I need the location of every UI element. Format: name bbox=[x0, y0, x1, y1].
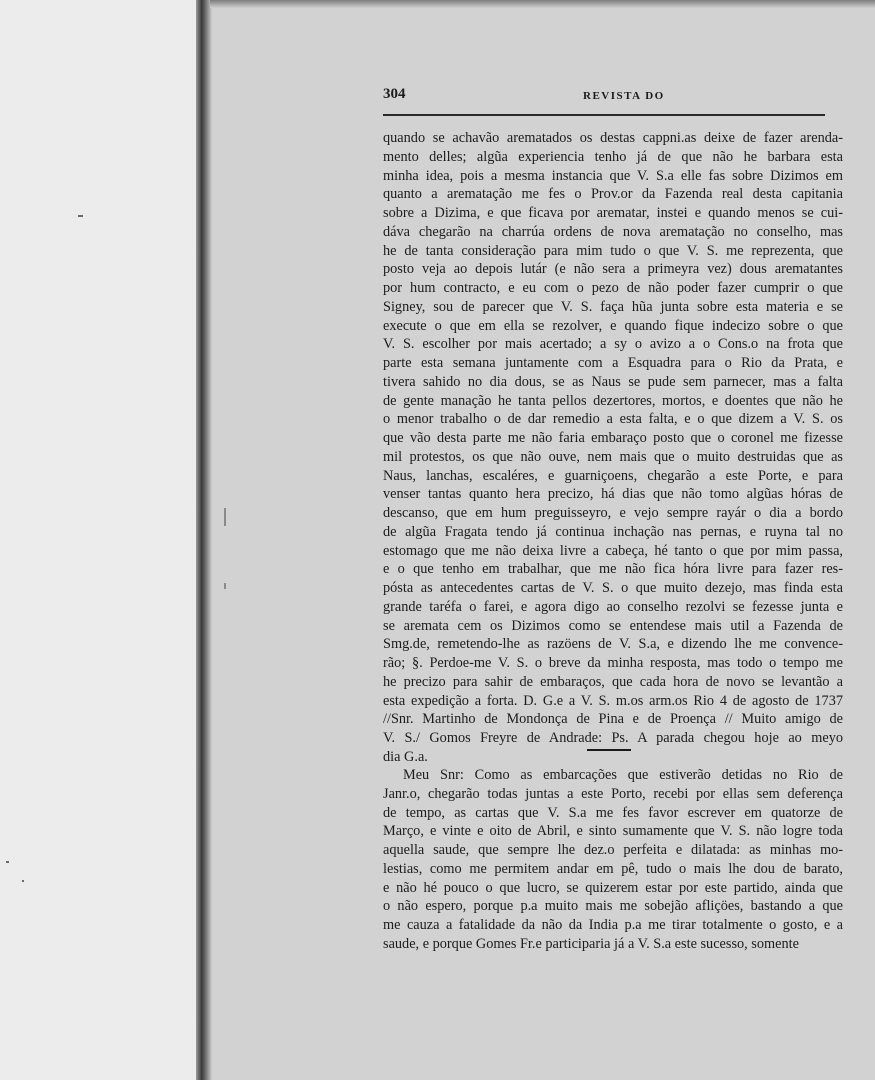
text-line: Meu Snr: Como as embarcações que estiverão detidas no Rio de bbox=[403, 767, 843, 783]
page-number: 304 bbox=[383, 86, 406, 102]
text-line: dia G.a. bbox=[383, 748, 428, 765]
running-head bbox=[383, 86, 825, 110]
running-title: REVISTA DO bbox=[583, 90, 665, 102]
text-line: que vão desta parte me não faria embaraço posto que o coronel me fizesse bbox=[383, 430, 843, 446]
text-line: o não espero, porque p.a muito mais me sobejão afliçöes, bastando a que bbox=[383, 898, 843, 915]
text-line: me cauza a fatalidade da não da India p.a me tirar totalmente o gosto, e a bbox=[383, 917, 843, 933]
text-line: mento delles; algũa experiencia tenho já de que não he barbara esta bbox=[383, 148, 843, 165]
text-line: posto veja ao depois lutár (e não sera a primeyra vez) dous arematantes bbox=[383, 261, 843, 278]
letter-body bbox=[383, 766, 843, 954]
page-top-edge bbox=[210, 0, 875, 8]
text-line: venser tantas quanto hera precizo, há dias que não tomo algũas hóras de bbox=[383, 486, 843, 503]
text-line: descanso, que em hum preguisseyro, e vejo sempre rayár o dia a bordo bbox=[383, 505, 843, 521]
text-line: de algũa Fragata tendo já continua inchação nas pernas, e ruyna tal no bbox=[383, 523, 843, 540]
text-line: quando se achavão arematados os destas cappni.as deixe de fazer arenda- bbox=[383, 130, 843, 146]
text-line: V. S. escolher por mais acertado; a sy o avizo a o Cons.o na frota que bbox=[383, 336, 843, 353]
text-line: sobre a Dizima, e que ficava por arematar, instei e quando menos se cui- bbox=[383, 205, 843, 221]
text-line: Signey, sou de parecer que V. S. faça hũa junta sobre esta materia e se bbox=[383, 298, 843, 315]
scan-speck bbox=[224, 508, 226, 526]
scan-speck bbox=[6, 861, 9, 863]
text-line: execute o que em ella se rezolver, e quando fique indecizo sobre o que bbox=[383, 317, 843, 334]
text-line: he de tanta consideração para mim tudo o que V. S. me reprezenta, que bbox=[383, 242, 843, 259]
text-line: e o que tenho em trabalhar, que me não fica hóra livre para fazer res- bbox=[383, 561, 843, 578]
section-separator bbox=[587, 749, 631, 751]
text-line: de gente manação he tanta pellos dezertores, mortos, e doentes que não he bbox=[383, 392, 843, 409]
previous-page-edge bbox=[0, 0, 198, 1080]
text-line: lestias, como me permitem andar em pê, tudo o mais lhe dou de barato, bbox=[383, 860, 843, 877]
book-gutter bbox=[196, 0, 212, 1080]
text-line: rão; §. Perdoe-me V. S. o breve da minha resposta, mas todo o tempo me bbox=[383, 655, 843, 671]
letter-body bbox=[383, 129, 843, 767]
text-line: de tempo, as cartas que V. S.a me fes favor escrever em quatorze de bbox=[383, 804, 843, 821]
text-line: aquella saude, que sempre lhe dez.o perfeita e dilatada: as minhas mo- bbox=[383, 842, 843, 858]
text-line: Março, e vinte e oito de Abril, e sinto sumamente que V. S. não logre toda bbox=[383, 823, 843, 840]
text-line: //Snr. Martinho de Mondonça de Pina e de Proença // Muito amigo de bbox=[383, 711, 843, 728]
scan-speck bbox=[78, 215, 83, 217]
text-line: Janr.o, chegarão todas juntas a este Porto, recebi por ellas sem deferença bbox=[383, 785, 843, 802]
text-line: grande taréfa o farei, e agora digo ao conselho rezolvi se fezesse junta e bbox=[383, 598, 843, 615]
text-line: he precizo para sahir de embaraços, que cada hora de novo se levantão a bbox=[383, 673, 843, 690]
header-rule bbox=[383, 114, 825, 116]
text-line: minha idea, pois a mesma instancia que V. S.a elle fas sobre Dizimos em bbox=[383, 167, 843, 184]
text-line: e não hé pouco o que lucro, se quizerem estar por este partido, ainda que bbox=[383, 879, 843, 896]
text-line: o menor trabalho o de dar remedio a esta falta, e o que dizem a V. S. os bbox=[383, 411, 843, 428]
text-line: se aremata cem os Dizimos como se entendese mais util a Fazenda de bbox=[383, 617, 843, 634]
text-line: Smg.de, remetendo-lhe as razöens de V. S.a, e dizendo lhe me convence- bbox=[383, 636, 843, 653]
text-line: pósta as antecedentes cartas de V. S. o que muito dezejo, mas finda esta bbox=[383, 580, 843, 596]
text-line: saude, e porque Gomes Fr.e participaria já a V. S.a este sucesso, somente bbox=[383, 935, 799, 952]
text-line: tivera sahido no dia dous, se as Naus se pude sem parnecer, mas a falta bbox=[383, 373, 843, 390]
scan-speck bbox=[224, 583, 226, 589]
text-line: parte esta semana juntamente com a Esquadra para o Rio da Prata, e bbox=[383, 355, 843, 371]
text-line: Naus, lanchas, escaléres, e guarniçoens, chegarão a este Porte, e para bbox=[383, 467, 843, 484]
text-line: quanto a arematação me fes o Prov.or da Fazenda real desta capitania bbox=[383, 186, 843, 203]
text-line: esta expedição a forta. D. G.e a V. S. m.os arm.os Rio 4 de agosto de 1737 bbox=[383, 692, 843, 709]
text-line: estomago que me não deixa livre a cabeça, hé tanto o que por mim passa, bbox=[383, 542, 843, 559]
scan-speck bbox=[22, 880, 24, 882]
text-line: dáva chegarão na charrúa ordens de nova arematação no conselho, mas bbox=[383, 223, 843, 240]
text-line: V. S./ Gomos Freyre de Andrade: Ps. A parada chegou hoje ao meyo bbox=[383, 730, 843, 746]
text-line: por hum contracto, e eu com o pezo de não poder fazer cumprir o que bbox=[383, 280, 843, 296]
text-line: mil protestos, os que não ouve, nem mais que o muito destruidas que as bbox=[383, 448, 843, 465]
